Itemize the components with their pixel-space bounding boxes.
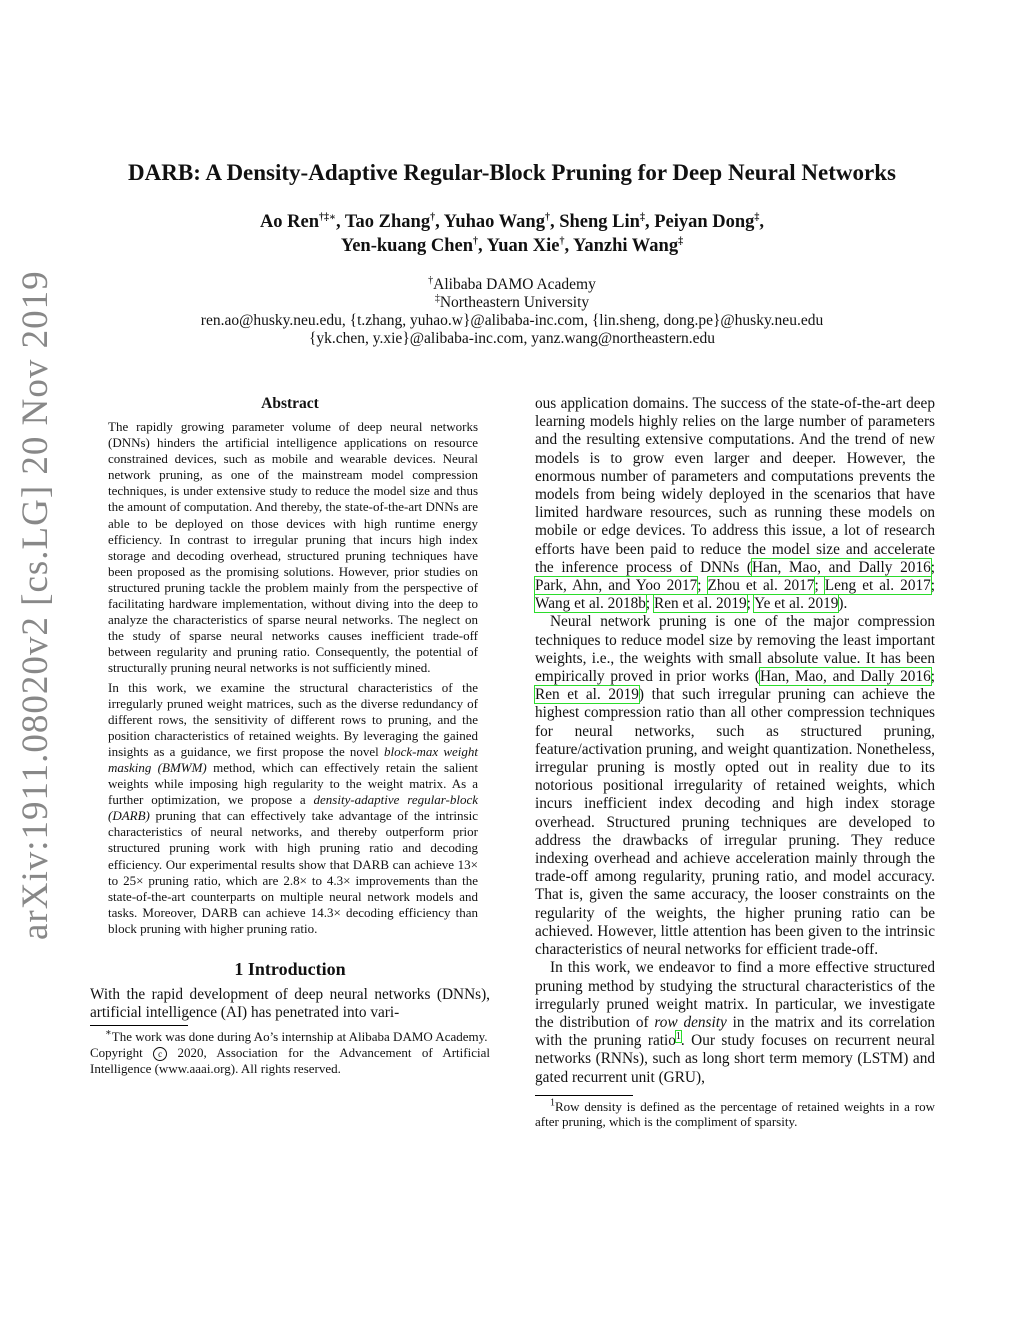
author-mark: ‡ — [678, 235, 684, 247]
author-mark: ‡ — [639, 211, 645, 223]
citation-link[interactable]: Han, Mao, and Dally 2016 — [759, 668, 931, 686]
author-line-1: Ao Ren†‡∗, Tao Zhang†, Yuhao Wang†, Sheng Lin‡, Peiyan Dong‡, — [259, 211, 765, 232]
author-name: Sheng Lin — [559, 212, 640, 232]
text-run: in the matrix and its correlation with the pruning ratio — [535, 1013, 935, 1050]
citation-link[interactable]: Han, Mao, and Dally 2016 — [752, 558, 931, 576]
footnote-text: The work was done during Ao’s internship at Alibaba DAMO Academy. — [111, 1029, 488, 1045]
text-run: ) that such irregular pruning can achieve the highest compression ratio than all other compression techniques for neural networks, such as structured pruning, feature/activation pruning, and weight quantization. Nonetheless, irregular pruning is mostly opted out in reality due to its notorious positional irregularity of retained weights, which incurs inefficient index decoding and high index storage overhead. Structured pruning techniques are developed to address the drawbacks of irregular pruning. They reduce indexing overhead and achieve acceleration mainly through the trade-off among regularity, pruning ratio, and model accuracy. That is, given the same accuracy, the looser constraints on the regularity of the weights, the higher pruning ratio can be achieved. However, little attention has been given to the intrinsic characteristics of neural networks for efficient trade-off. — [535, 686, 935, 959]
author-name: Tao Zhang — [344, 212, 431, 232]
text-run: In this work, we endeavor to find a more effective structured pruning method by studying the structural characteristics of the irregularly pruned weight matrix. In particular, we investigate the distribution of — [535, 959, 935, 1031]
text-run: 2020, Association for the Advancement of Artificial Intelligence (www.aaai.org). All rights reserved. — [90, 1044, 490, 1076]
affiliation-mark: ‡ — [434, 292, 440, 304]
citation-link[interactable]: Ren et al. 2019 — [535, 686, 639, 704]
citation-link[interactable]: Ye et al. 2019 — [754, 595, 839, 613]
left-column — [90, 395, 490, 1076]
citation-link[interactable]: Zhou et al. 2017 — [707, 577, 815, 595]
right-paragraph-1: ous application domains. The success of the state-of-the-art deep learning models highly relies on the large number of parameters and the resulting extensive computations. And the trend of new models is to grow even larger and deeper. However, the enormous number of parameters and computations prevents the models from being widely deployed in the scenarios that have limited hardware resources, such as running these models on mobile or edge devices. To address this issue, a lot of research efforts have been paid to reduce the model size and accelerate the inference process of DNNs (Han, Mao, and Dally 2016; Park, Ahn, and Yoo 2017; Zhou et al. 2017; Leng et al. 2017; Wang et al. 2018b; Ren et al. 2019; Ye et al. 2019). — [535, 395, 936, 613]
abstract-body — [108, 419, 478, 937]
abstract-heading: Abstract — [261, 395, 319, 412]
author-name: Yuhao Wang — [443, 212, 545, 232]
affiliations — [0, 276, 1024, 348]
affiliation-mark: † — [428, 274, 434, 286]
footnote-mark: ∗ — [105, 1028, 112, 1040]
right-body — [535, 395, 935, 1087]
footnote-rule — [535, 1095, 633, 1096]
paper-title: DARB: A Density-Adaptive Regular-Block Pruning for Deep Neural Networks — [128, 160, 896, 185]
affiliation-name: Northeastern University — [439, 294, 590, 311]
footnote-row-density — [535, 1099, 935, 1130]
email-line-2: {yk.chen, y.xie}@alibaba-inc.com, yanz.wang@northeastern.edu — [308, 330, 716, 347]
intro-paragraph-1: With the rapid development of deep neural networks (DNNs), artificial intelligence (AI) has penetrated into vari- — [90, 986, 490, 1022]
affiliation-name: Alibaba DAMO Academy — [433, 276, 596, 293]
text-run: Copyright — [90, 1044, 154, 1060]
text-run: method, which can effectively retain the salient weights while imposing high regularity to the weight matrix. As a further optimization, we propose a — [108, 759, 478, 808]
section-heading-introduction: 1 Introduction — [234, 959, 346, 979]
text-run: ous application domains. The success of the state-of-the-art deep learning models highly relies on the large number of parameters and the resulting extensive computations. And the trend of new models is to grow even larger and deeper. However, the enormous number of parameters and computations prevents the models from being widely deployed in the scenarios that have limited hardware resources, such as running these models on mobile or edge devices. To address this issue, a lot of research efforts have been paid to reduce the model size and accelerate the inference process of DNNs ( — [535, 395, 935, 576]
footnote-mark: 1 — [550, 1097, 555, 1109]
author-line-2: Yen-kuang Chen†, Yuan Xie†, Yanzhi Wang‡ — [340, 235, 684, 256]
citation-link[interactable]: Ren et al. 2019 — [654, 595, 747, 613]
author-name: Ao Ren — [259, 212, 320, 232]
text-run: . Our study focuses on recurrent neural networks (RNNs), such as long short term memory (LSTM) and gated recurrent unit (GRU), — [535, 1032, 935, 1086]
author-mark: †‡∗ — [319, 211, 336, 223]
intro-body — [90, 986, 490, 1022]
arxiv-stamp: arXiv:1911.08020v2 [cs.LG] 20 Nov 2019 — [15, 270, 56, 940]
author-mark: † — [430, 211, 436, 223]
author-mark: ‡ — [754, 211, 760, 223]
copyright-icon: c — [153, 1047, 167, 1061]
author-name: Yen-kuang Chen — [340, 236, 474, 256]
right-paragraph-2: Neural network pruning is one of the major compression techniques to reduce model size by removing the least important weights, i.e., the weights with small absolute value. It has been empirically proved in prior works (Han, Mao, and Dally 2016; Ren et al. 2019) that such irregular pruning can achieve the highest compression ratio than all other compression techniques for neural networks, such as structured pruning, feature/activation pruning, and weight quantization. Nonetheless, irregular pruning is mostly opted out in reality due to its notorious positional irregularity of retained weights, which incurs inefficient index decoding and high index storage overhead. Structured pruning techniques are developed to address the drawbacks of irregular pruning. They reduce indexing overhead and achieve acceleration mainly through the trade-off among regularity, pruning ratio, and model accuracy. That is, given the same accuracy, the looser constraints on the regularity of the weights, the higher pruning ratio can be achieved. However, little attention has been given to the intrinsic characteristics of neural networks for efficient trade-off. — [535, 613, 935, 959]
author-mark: † — [473, 235, 479, 247]
abstract-paragraph-1: The rapidly growing parameter volume of deep neural networks (DNNs) hinders the artificial intelligence applications on resource constrained devices, such as mobile and wearable devices. Neural network pruning, as one of the mainstream model compression techniques, is under extensive study to reduce the model size and thus the amount of computation. And thereby, the state-of-the-art DNNs are able to be deployed on those devices with high runtime energy efficiency. In contrast to irregular pruning that incurs high index storage and decoding overhead, structured pruning techniques have been proposed as the promising solutions. However, prior studies on structured pruning tackle the problem mainly from the perspective of facilitating hardware implementation, without diving into the deep to analyze the characteristics of sparse neural networks. The neglect on the study of sparse neural networks causes inefficient trade-off between regularity and pruning ratio. Consequently, the potential of structurally pruning neural networks is not sufficiently mined. — [108, 419, 478, 676]
author-list — [0, 210, 1024, 258]
author-name: Yuan Xie — [486, 236, 560, 256]
abstract-paragraph-2 — [108, 680, 478, 938]
right-paragraph-3 — [535, 959, 935, 1086]
text-run: Neural network pruning is one of the major compression techniques to reduce model size by removing the least important weights, i.e., the weights with small absolute value. It has been empirically proved in prior works ( — [535, 613, 935, 686]
method-name: block-max weight masking (BMWM) — [108, 743, 478, 775]
affiliation-1 — [0, 276, 1024, 294]
footnote-rule — [90, 1025, 188, 1026]
footnotes-left — [90, 1029, 490, 1076]
text-run: ). — [838, 595, 848, 613]
right-column — [535, 395, 935, 1130]
author-name: Yanzhi Wang — [573, 236, 679, 256]
email-line-1: ren.ao@husky.neu.edu, {t.zhang, yuhao.w}@alibaba-inc.com, {lin.sheng, dong.pe}@husky.neu.edu — [200, 312, 824, 329]
method-name: density-adaptive regular-block (DARB) — [108, 792, 479, 824]
affiliation-2 — [0, 294, 1024, 312]
text-run: In this work, we examine the structural characteristics of the irregularly pruned weight matrices, such as the diverse redundancy of different rows, the sensitivity of different rows to pruning, and the position characteristics of retained weights. By leveraging the gained insights as a guidance, we first propose the novel — [108, 679, 478, 759]
citation-link[interactable]: Leng et al. 2017 — [824, 577, 931, 595]
citation-link[interactable]: Wang et al. 2018b — [535, 595, 646, 613]
author-name: Peiyan Dong — [654, 212, 755, 232]
citation-link[interactable]: Park, Ahn, and Yoo 2017 — [535, 577, 698, 595]
footnote-link[interactable]: 1 — [675, 1031, 681, 1043]
footnote-text: Row density is defined as the percentage of retained weights in a row after pruning, which is the compliment of sparsity. — [535, 1098, 935, 1130]
author-mark: † — [559, 235, 565, 247]
text-run: pruning that can effectively take advantage of the intrinsic characteristics of neural networks, and thereby outperform prior structured pruning work with high pruning ratio and decoding efficiency. Our experimental results show that DARB can achieve 13× to 25× pruning ratio, which are 2.8× to 4.3× improvements than the state-of-the-art counterparts on multiple neural network models and tasks. Moreover, DARB can achieve 14.3× decoding efficiency than block pruning with higher pruning ratio. — [108, 808, 478, 936]
footnotes-right — [535, 1099, 935, 1130]
author-mark: † — [544, 211, 550, 223]
term-row-density: row density — [654, 1013, 727, 1031]
copyright-notice — [90, 1045, 490, 1077]
footnote-internship — [90, 1029, 490, 1045]
